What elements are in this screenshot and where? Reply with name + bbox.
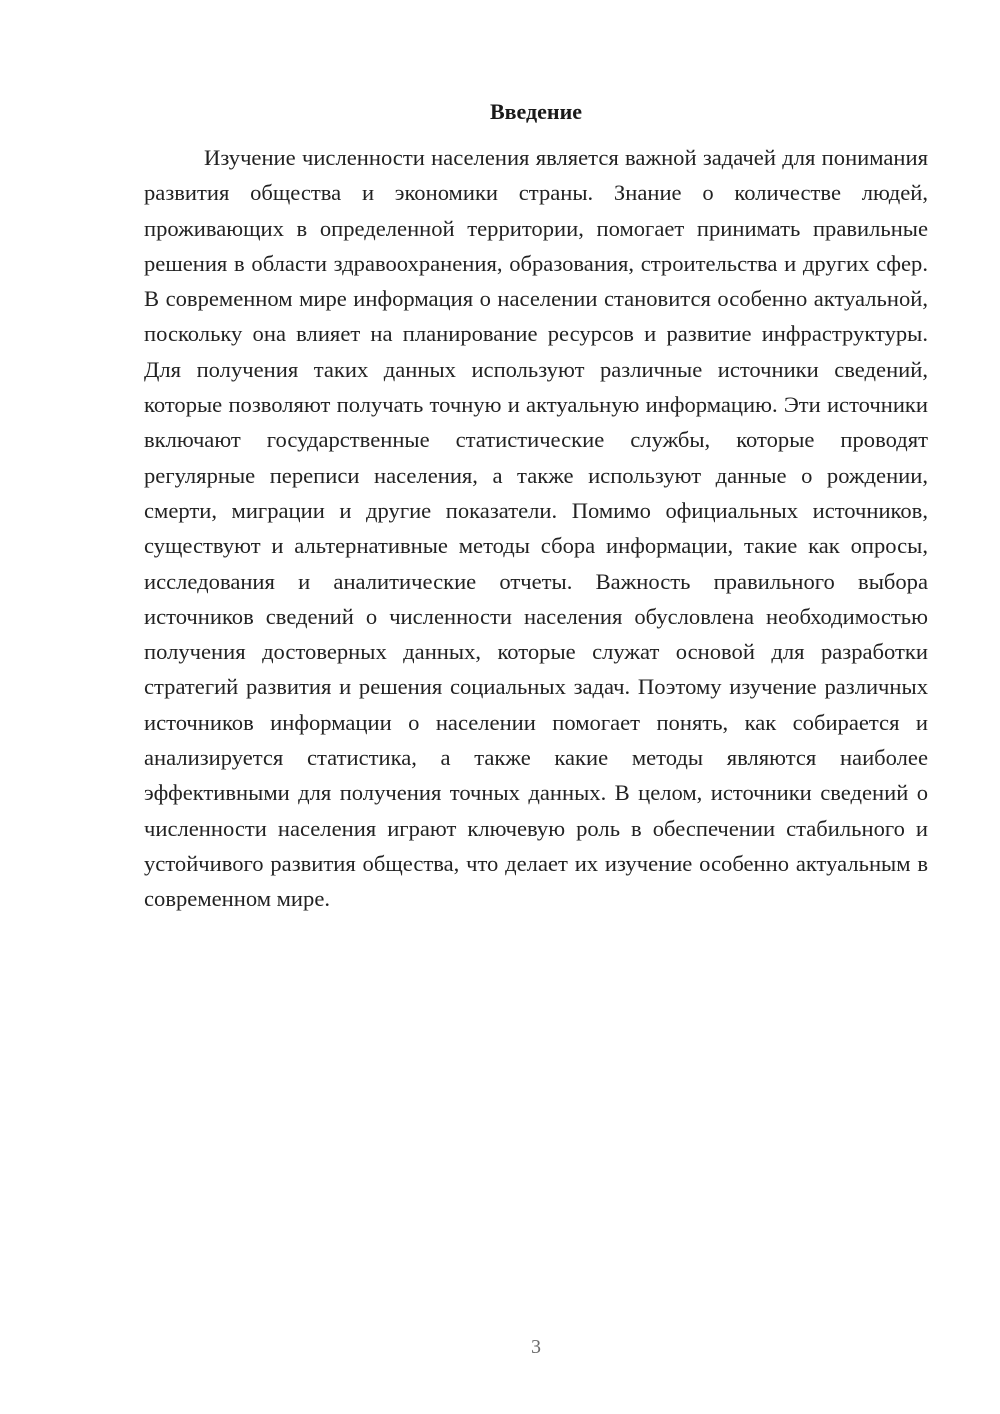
intro-paragraph: Изучение численности населения является важной задачей для понимания развития общества и экономики страны. Знание о количестве людей, проживающих в определенной территории, помогает принимать правильные решения в области здравоохранения, образования, строительства и других сфер. В современном мире информация о населении становится особенно актуальной, поскольку она влияет на планирование ресурсов и развитие инфраструктуры. Для получения таких данных используют различные источники сведений, которые позволяют получать точную и актуальную информацию. Эти источники включают государственные статистические службы, которые проводят регулярные переписи населения, а также используют данные о рождении, смерти, миграции и другие показатели. Помимо официальных источников, существуют и альтернативные методы сбора информации, такие как опросы, исследования и аналитические отчеты. Важность правильного выбора источников сведений о численности населения обусловлена необходимостью получения достоверных данных, которые служат основой для разработки стратегий развития и решения социальных задач. Поэтому изучение различных источников информации о населении помогает понять, как собирается и анализируется статистика, а также какие методы являются наиболее эффективными для получения точных данных. В целом, источники сведений о численности населения играют ключевую роль в обеспечении стабильного и устойчивого развития общества, что делает их изучение особенно актуальным в современном мире. — [144, 145, 928, 912]
section-heading: Введение — [489, 99, 583, 124]
page-number: 3 — [531, 1336, 541, 1358]
